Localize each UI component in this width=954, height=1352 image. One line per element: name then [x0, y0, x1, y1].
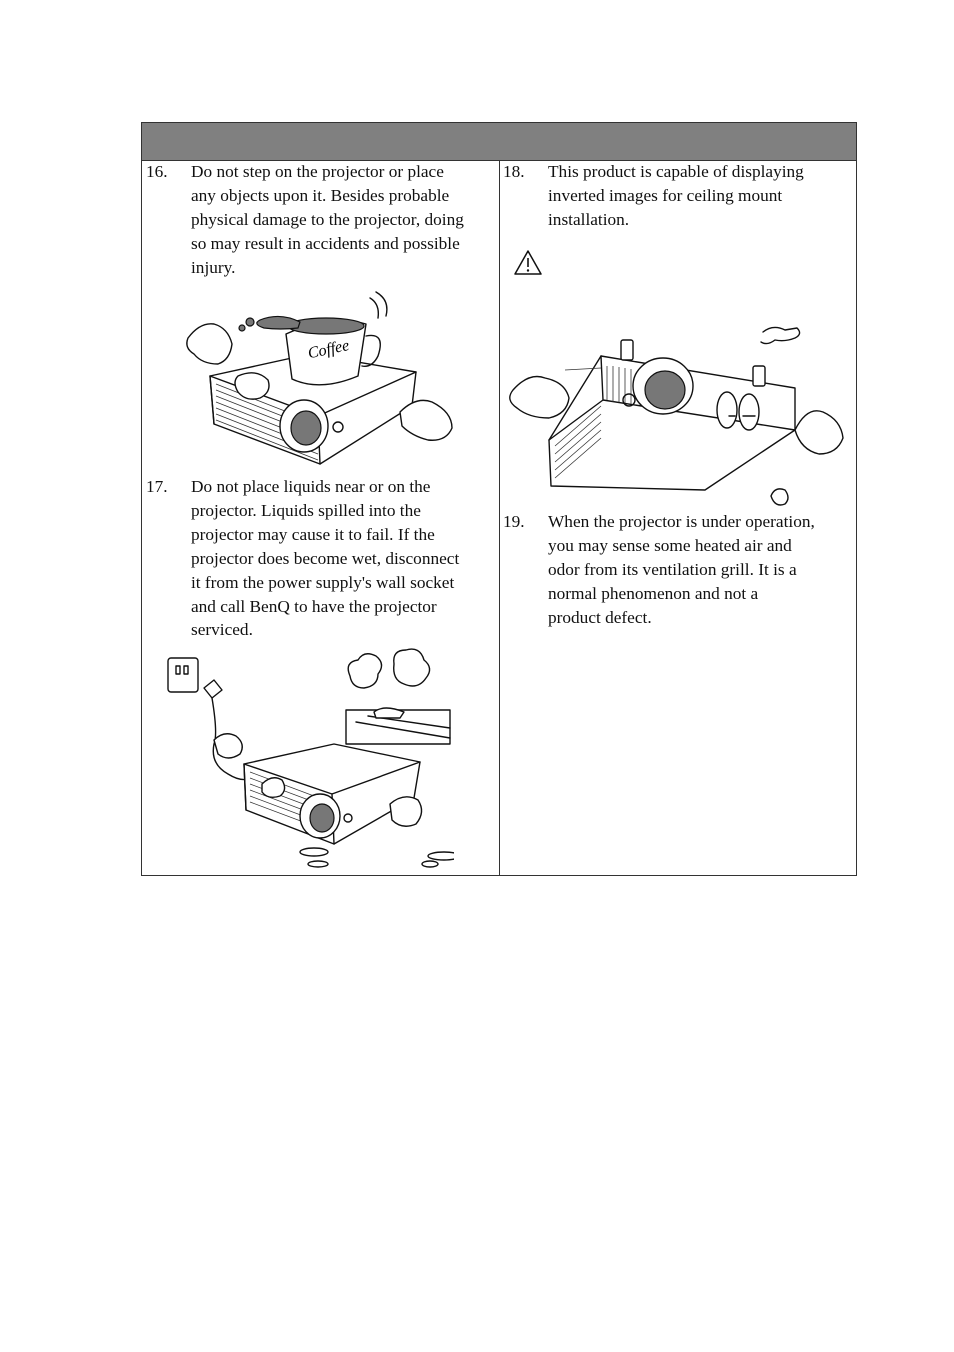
item-text [191, 475, 459, 642]
table-header-bar [142, 123, 856, 161]
safety-item-18 [503, 160, 855, 235]
safety-item-17 [146, 475, 496, 650]
item-text [548, 160, 804, 232]
item-text [548, 510, 815, 630]
projector-coffee-illustration [180, 284, 460, 474]
text-line: This product is capable of displaying [548, 162, 804, 181]
safety-item-16 [146, 160, 496, 285]
text-line: odor from its ventilation grill. It is a [548, 559, 797, 579]
text-line: projector. Liquids spilled into the [191, 500, 421, 520]
text-line: it from the power supply's wall socket [191, 572, 455, 592]
text-line: product defect. [548, 607, 652, 627]
item-number: 19. [503, 512, 525, 531]
text-line: physical damage to the projector, doing [191, 209, 464, 229]
text-line: injury. [191, 257, 236, 277]
text-line: projector may cause it to fail. If the [191, 524, 435, 544]
text-line: projector does become wet, disconnect [191, 548, 460, 568]
text-line: serviced. [191, 620, 253, 640]
safety-item-19 [503, 510, 855, 635]
text-line: installation. [548, 209, 630, 229]
text-line: and call BenQ to have the projector [191, 596, 437, 616]
column-divider [499, 161, 500, 875]
item-text [191, 160, 464, 280]
text-line: When the projector is under operation, [548, 512, 815, 531]
text-line: any objects upon it. Besides probable [191, 185, 450, 205]
text-line: Do not step on the projector or place [191, 162, 444, 181]
ceiling-projector-illustration [505, 320, 845, 510]
item-number: 18. [503, 162, 525, 181]
text-line: normal phenomenon and not a [548, 583, 759, 603]
text-line: so may result in accidents and possible [191, 233, 460, 253]
item-number: 17. [146, 477, 168, 496]
warning-triangle-icon [513, 249, 543, 276]
text-line: Do not place liquids near or on the [191, 477, 431, 496]
mug-label: Coffee [306, 337, 351, 363]
text-line: you may sense some heated air and [548, 535, 792, 555]
wet-projector-illustration [164, 644, 454, 874]
text-line: inverted images for ceiling mount [548, 185, 783, 205]
item-number: 16. [146, 162, 168, 181]
